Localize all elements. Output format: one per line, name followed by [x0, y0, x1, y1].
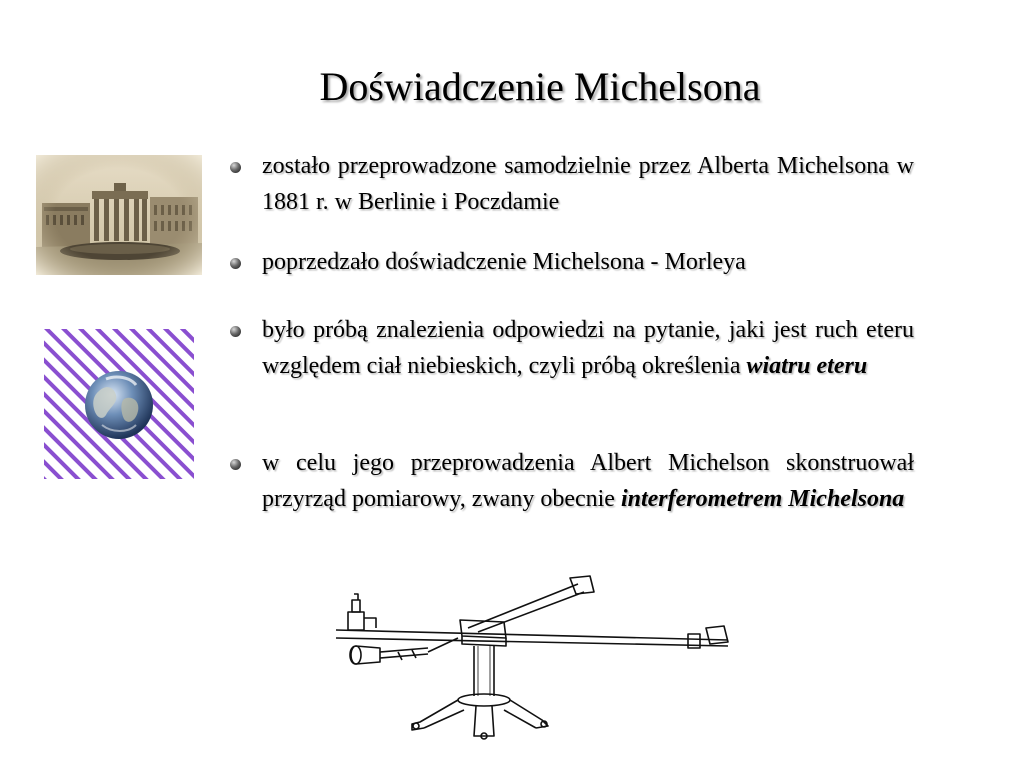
earth-in-ether-image — [44, 329, 194, 479]
bullet-emphasis: interferometrem Michelsona — [620, 486, 905, 512]
bullet-text-container — [262, 312, 914, 384]
bullet-text: zostało przeprowadzone samodzielnie przez Alberta Michelsona w 1881 r. w Berlinie i Poczdamie — [262, 153, 914, 215]
sphere-bullet-icon — [230, 326, 241, 337]
bullet-text-container — [262, 445, 914, 517]
sphere-bullet-icon — [230, 258, 241, 269]
bullet-text: w celu jego przeprowadzenia Albert Michelson skonstruował przyrząd pomiarowy, zwany obecnie — [262, 450, 914, 512]
bullet-text: było próbą znalezienia odpowiedzi na pytanie, jaki jest ruch eteru względem ciał niebieskich, czyli próbą określenia — [262, 317, 914, 379]
berlin-photo — [36, 155, 202, 275]
bullet-emphasis: wiatru eteru — [746, 353, 868, 379]
sphere-bullet-icon — [230, 162, 241, 173]
slide-title: Doświadczenie Michelsona — [319, 64, 761, 109]
bullet-text: poprzedzało doświadczenie Michelsona - Morleya — [262, 249, 746, 275]
sphere-bullet-icon — [230, 459, 241, 470]
interferometer-drawing — [328, 572, 740, 742]
